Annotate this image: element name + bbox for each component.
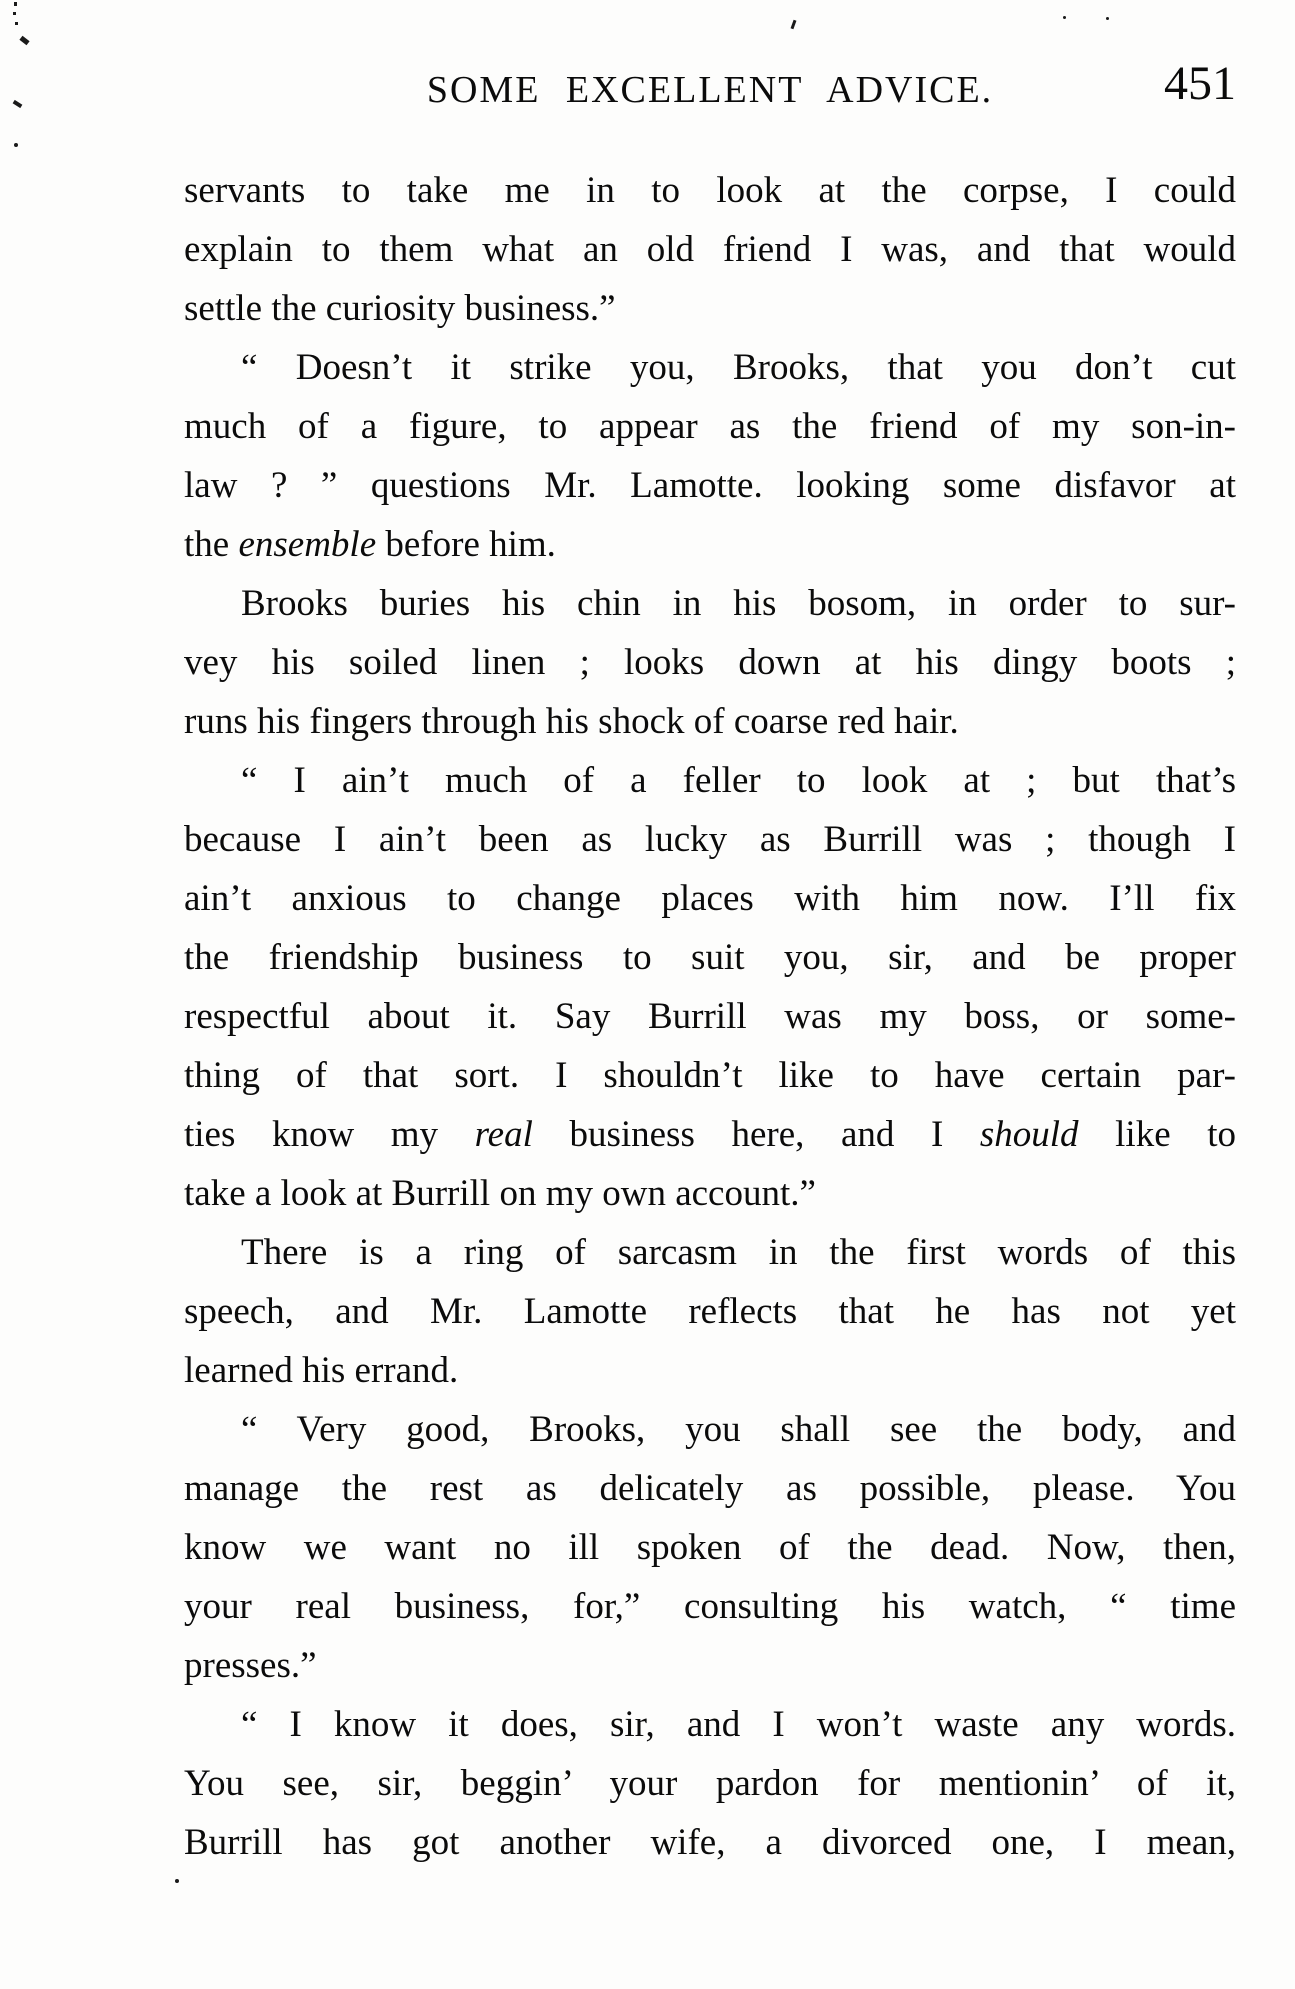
page-header-title: SOME EXCELLENT ADVICE. [426,69,994,111]
scan-speck [791,20,797,29]
scan-speck [15,22,18,25]
text-line: settle the curiosity business.” [184,288,616,329]
text-line: ties know my real business here, and I should like to [184,1114,1236,1155]
text-line: “ I know it does, sir, and I won’t waste any words. [241,1704,1236,1745]
text-line: presses.” [184,1645,317,1686]
scan-speck [1063,16,1066,19]
text-line: “ I ain’t much of a feller to look at ; but that’s [241,760,1236,801]
text-line: respectful about it. Say Burrill was my boss, or some- [184,996,1236,1037]
text-line: manage the rest as delicately as possible, please. You [184,1468,1236,1509]
text-block [184,161,1236,1872]
text-line: Brooks buries his chin in his bosom, in order to sur- [241,583,1236,624]
text-line: the ensemble before him. [184,524,556,565]
text-line: There is a ring of sarcasm in the first words of this [241,1232,1236,1273]
text-line: because I ain’t been as lucky as Burrill was ; though I [184,819,1236,860]
text-line: runs his fingers through his shock of coarse red hair. [184,701,959,742]
text-line: servants to take me in to look at the corpse, I could [184,170,1236,211]
scan-speck [14,143,18,147]
scan-speck [1106,17,1109,20]
scan-speck [13,100,23,108]
page-number: 451 [1164,57,1236,110]
scan-speck [13,12,16,15]
text-line: thing of that sort. I shouldn’t like to have certain par- [184,1055,1236,1096]
scan-speck [175,1879,179,1883]
text-line: learned his errand. [184,1350,459,1391]
text-line: much of a figure, to appear as the friend of my son-in- [184,406,1236,447]
scan-speck [14,2,17,6]
text-line: explain to them what an old friend I was, and that would [184,229,1236,270]
text-line: You see, sir, beggin’ your pardon for mentionin’ of it, [184,1763,1236,1804]
text-line: take a look at Burrill on my own account.” [184,1173,816,1214]
text-line: Burrill has got another wife, a divorced one, I mean, [184,1822,1236,1863]
text-line: law ? ” questions Mr. Lamotte. looking some disfavor at [184,465,1236,506]
text-line: your real business, for,” consulting his watch, “ time [184,1586,1236,1627]
text-line: vey his soiled linen ; looks down at his dingy boots ; [184,642,1236,683]
scan-speck [19,36,29,45]
text-line: “ Doesn’t it strike you, Brooks, that you don’t cut [241,347,1236,388]
text-line: the friendship business to suit you, sir, and be proper [184,937,1236,978]
text-line: ain’t anxious to change places with him now. I’ll fix [184,878,1236,919]
text-line: speech, and Mr. Lamotte reflects that he has not yet [184,1291,1236,1332]
text-line: “ Very good, Brooks, you shall see the body, and [241,1409,1236,1450]
running-header [184,57,1236,112]
text-line: know we want no ill spoken of the dead. Now, then, [184,1527,1236,1568]
